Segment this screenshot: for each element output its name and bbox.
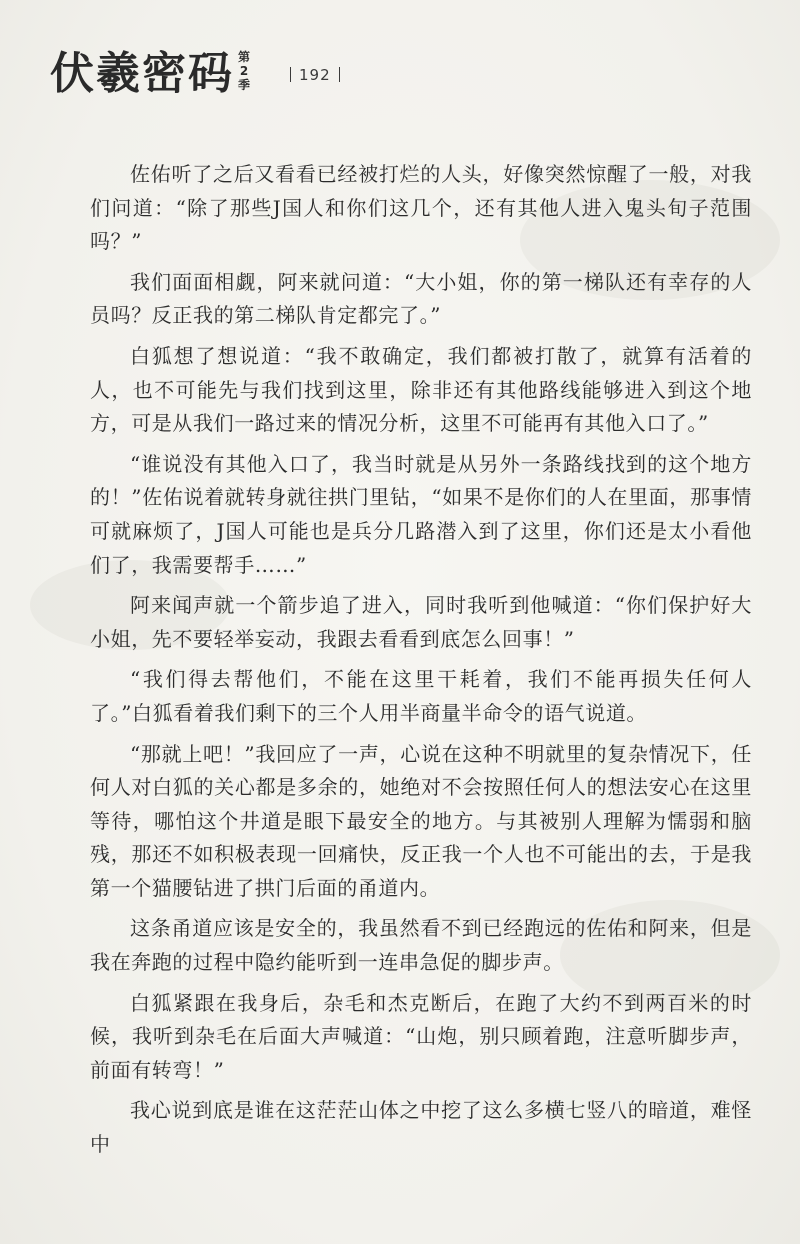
paragraph: “那就上吧！”我回应了一声，心说在这种不明就里的复杂情况下，任何人对白狐的关心都是多余的，她绝对不会按照任何人的想法安心在这里等待，哪怕这个井道是眼下最安全的地方。与其被别人理解为懦弱和脑残，那还不如积极表现一回痛快，反正我一个人也不可能出的去，于是我第一个猫腰钻进了拱门后面的甬道内。 [90,741,752,900]
divider [339,67,340,82]
paragraph: 佐佑听了之后又看看已经被打烂的人头，好像突然惊醒了一般，对我们问道：“除了那些J国人和你们这几个，还有其他人进入鬼头旬子范围吗？” [90,162,752,254]
paragraph: “谁说没有其他入口了，我当时就是从另外一条路线找到的这个地方的！”佐佑说着就转身就往拱门里钻，“如果不是你们的人在里面，那事情可就麻烦了，J国人可能也是兵分几路潜入到了这里，你们还是太小看他们了，我需要帮手……” [90,451,752,577]
page-number-block [282,66,348,84]
season-label: 第2季 [237,50,250,92]
paragraph: 白狐紧跟在我身后，杂毛和杰克断后，在跑了大约不到两百米的时候，我听到杂毛在后面大声喊道：“山炮，别只顾着跑，注意听脚步声，前面有转弯！” [90,990,752,1082]
paragraph: 我们面面相觑，阿来就问道：“大小姐，你的第一梯队还有幸存的人员吗？反正我的第二梯队肯定都完了。” [90,269,752,328]
page-number: 192 [299,66,331,84]
paragraph: 我心说到底是谁在这茫茫山体之中挖了这么多横七竖八的暗道，难怪中 [90,1098,752,1157]
page-header [50,42,450,112]
book-title: 伏羲密码 [50,48,234,99]
paragraph: 白狐想了想说道：“我不敢确定，我们都被打散了，就算有活着的人，也不可能先与我们找到这里，除非还有其他路线能够进入到这个地方，可是从我们一路过来的情况分析，这里不可能再有其他入口了。” [90,343,752,436]
divider [290,67,291,82]
body-text [90,158,752,1169]
paragraph: “我们得去帮他们，不能在这里干耗着，我们不能再损失任何人了。”白狐看着我们剩下的三个人用半商量半命令的语气说道。 [90,667,752,725]
paragraph: 阿来闻声就一个箭步追了进入，同时我听到他喊道：“你们保护好大小姐，先不要轻举妄动，我跟去看看到底怎么回事！” [90,593,752,651]
paragraph: 这条甬道应该是安全的，我虽然看不到已经跑远的佐佑和阿来，但是我在奔跑的过程中隐约能听到一连串急促的脚步声。 [90,916,752,975]
